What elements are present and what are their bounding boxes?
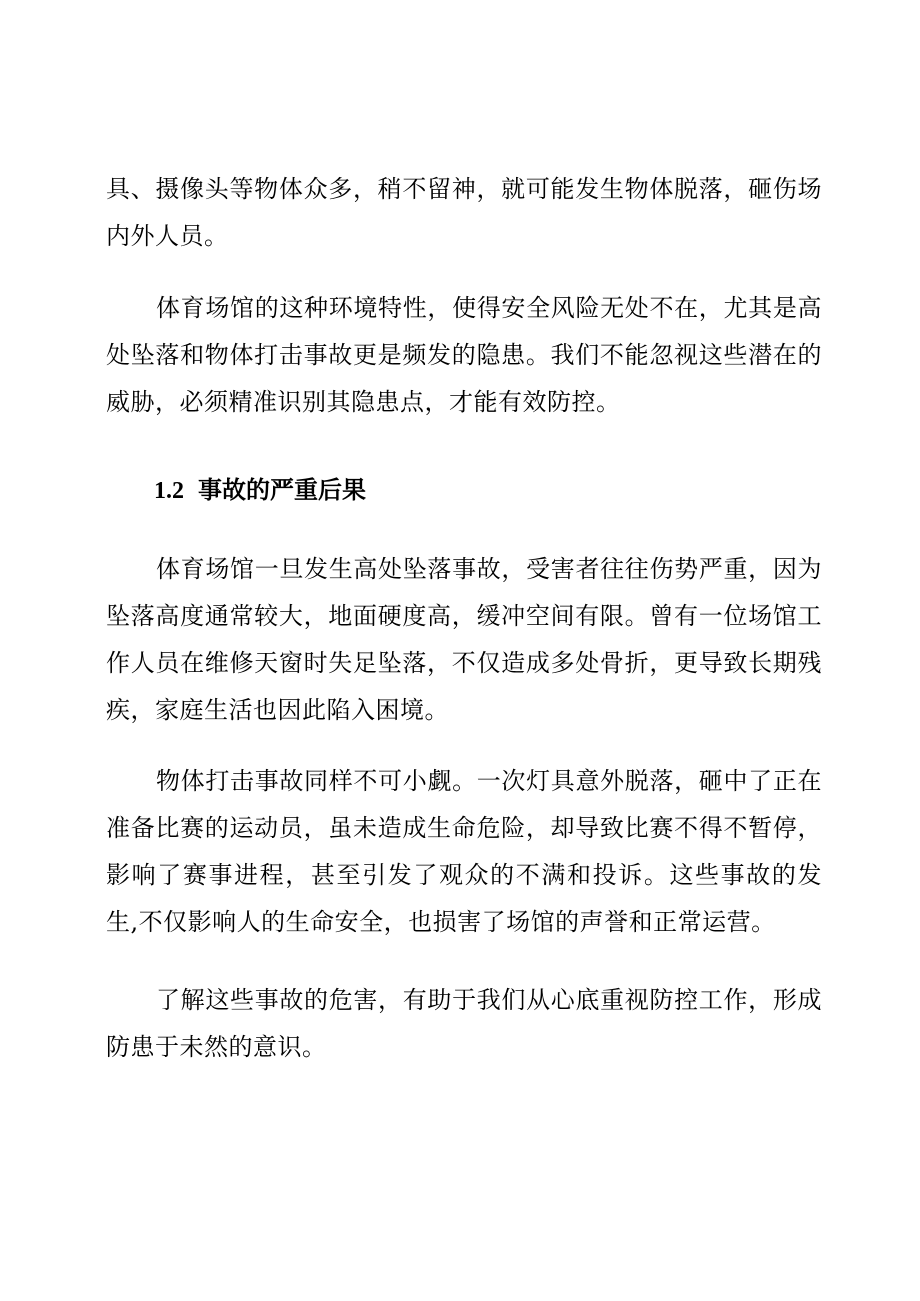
continued-paragraph: 具、摄像头等物体众多，稍不留神，就可能发生物体脱落，砸伤场内外人员。 xyxy=(106,175,822,250)
body-paragraph: 体育场馆的这种环境特性，使得安全风险无处不在，尤其是高处坠落和物体打击事故更是频发的隐患。我们不能忽视这些潜在的威胁，必须精准识别其隐患点，才能有效防控。 xyxy=(106,294,822,416)
body-paragraph: 体育场馆一旦发生高处坠落事故，受害者往往伤势严重，因为坠落高度通常较大，地面硬度高，缓冲空间有限。曾有一位场馆工作人员在维修天窗时失足坠落，不仅造成多处骨折，更导致长期残疾，家庭生活也因此陷入困境。 xyxy=(106,555,822,724)
section-heading xyxy=(154,470,366,511)
body-paragraph: 物体打击事故同样不可小觑。一次灯具意外脱落，砸中了正在准备比赛的运动员，虽未造成生命危险，却导致比赛不得不暂停，影响了赛事进程，甚至引发了观众的不满和投诉。这些事故的发生,不仅影响人的生命安全，也损害了场馆的声誉和正常运营。 xyxy=(106,767,822,936)
body-paragraph: 了解这些事故的危害，有助于我们从心底重视防控工作，形成防患于未然的意识。 xyxy=(106,986,822,1061)
section-number: 1.2 xyxy=(154,478,184,504)
section-title: 事故的严重后果 xyxy=(198,476,366,504)
